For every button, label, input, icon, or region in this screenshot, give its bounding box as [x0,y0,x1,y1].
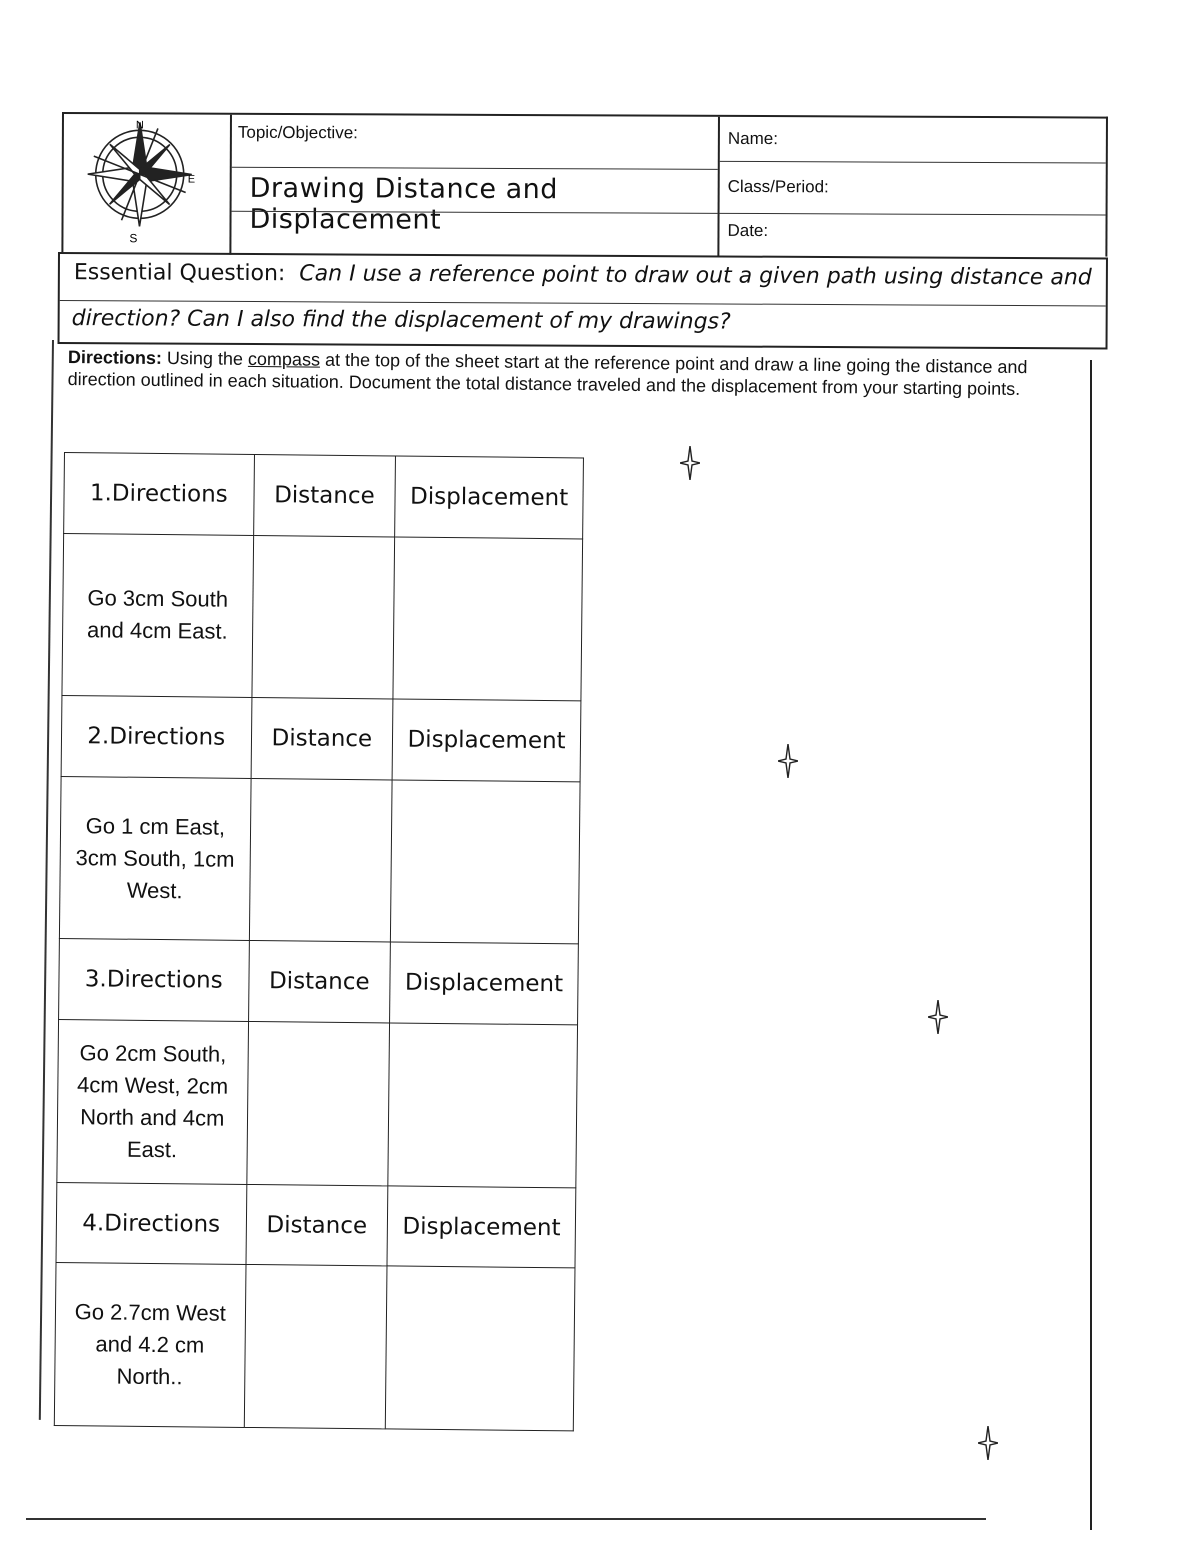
reference-point-star-icon [928,1000,948,1034]
compass-cell [63,114,232,255]
student-info-cell [719,117,1106,259]
compass-east-label: E [187,173,196,186]
essential-question-box [58,252,1108,349]
situation-body-row [62,533,583,701]
directions-text: Go 2cm South, 4cm West, 2cm North and 4cm East. [57,1020,248,1184]
directions-heading: 2.Directions [61,696,251,779]
situation-header-row [59,939,579,1025]
directions-text-before: Using the [166,348,244,369]
reference-point-star-icon [680,446,700,480]
displacement-answer-cell[interactable] [393,537,582,701]
displacement-heading: Displacement [387,1186,576,1269]
bottom-page-line [26,1518,986,1520]
situation-header-row [61,696,581,782]
displacement-answer-cell[interactable] [385,1266,574,1431]
left-page-border [39,340,54,1420]
situations-table [54,452,584,1431]
directions-label: Directions: [67,346,163,368]
right-page-border [1090,360,1092,1530]
displacement-heading: Displacement [392,699,581,782]
situation-body-row [59,776,580,944]
displacement-heading: Displacement [390,942,579,1025]
essential-question-line-1 [74,260,1092,290]
directions-heading: 1.Directions [64,453,254,536]
topic-cell [231,115,720,257]
distance-answer-cell[interactable] [244,1265,387,1429]
distance-heading: Distance [248,941,390,1023]
displacement-heading: Displacement [395,456,584,539]
compass-south-label: S [129,231,138,246]
directions-text: Go 3cm South and 4cm East. [62,533,253,697]
distance-heading: Distance [246,1184,388,1266]
class-period-field[interactable]: Class/Period: [727,176,829,197]
displacement-answer-cell[interactable] [391,780,580,944]
situation-body-row [57,1020,578,1188]
essential-question-text-2: direction? Can I also find the displacement of my drawings? [71,306,731,335]
compass-north-label: N [135,119,144,132]
directions-heading: 4.Directions [56,1182,246,1265]
reference-point-star-icon [778,744,798,778]
date-field[interactable]: Date: [727,220,769,241]
situation-body-row [54,1263,575,1431]
distance-answer-cell[interactable] [251,535,394,699]
header-block [61,112,1108,257]
essential-question-text-1: Can I use a reference point to draw out a given path using distance and [299,261,1092,291]
directions-text-after: at the top of the sheet start at the reference point and draw a line going the distance and direction outlined in each situation. Document the total distance traveled and the displacement from your starting points. [67,349,1028,399]
displacement-answer-cell[interactable] [388,1023,577,1187]
topic-objective-label: Topic/Objective: [237,122,358,143]
distance-heading: Distance [251,698,393,780]
name-field[interactable]: Name: [727,128,779,149]
situation-header-row [56,1182,576,1268]
directions-paragraph [68,346,1098,401]
directions-text: Go 1 cm East, 3cm South, 1cm West. [59,776,250,940]
directions-text: Go 2.7cm West and 4.2 cm North.. [54,1263,245,1428]
distance-heading: Distance [253,454,395,536]
reference-point-star-icon [978,1426,998,1460]
essential-question-label: Essential Question: [73,260,286,287]
distance-answer-cell[interactable] [246,1022,389,1186]
situation-header-row [64,453,584,539]
compass-rose-icon [63,114,232,253]
distance-answer-cell[interactable] [249,778,392,942]
topic-title: Drawing Distance and Displacement [249,172,559,236]
directions-heading: 3.Directions [59,939,249,1022]
directions-compass-word: compass [247,348,321,370]
